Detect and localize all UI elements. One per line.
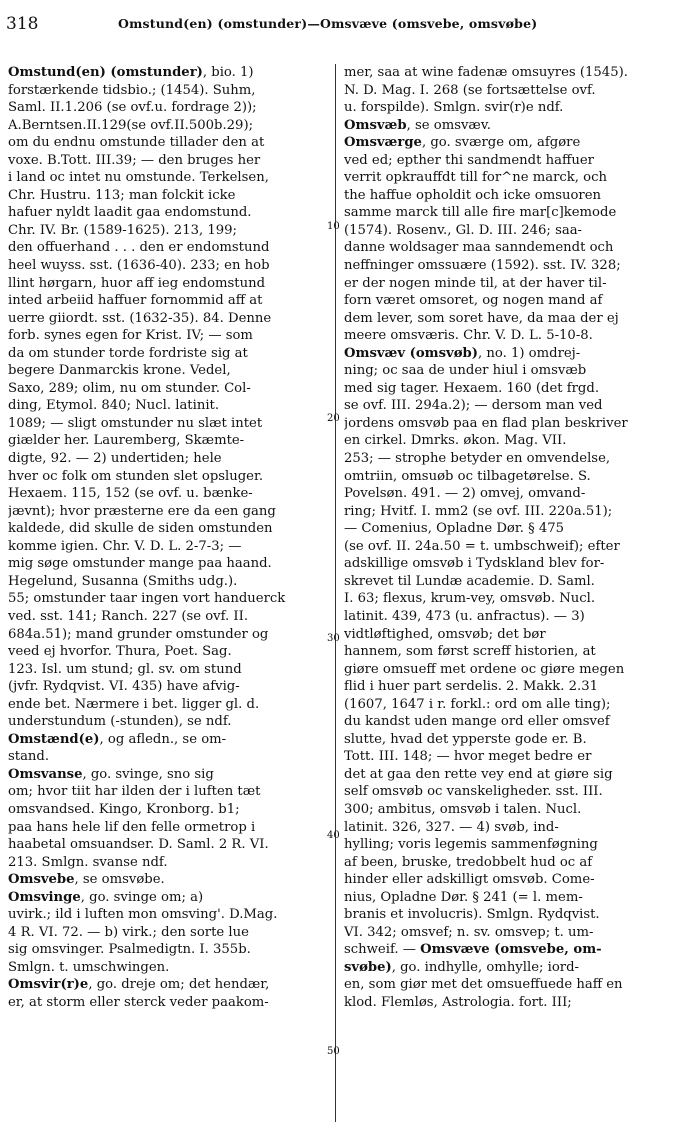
text-line: 123. Isl. um stund; gl. sv. om stund (8, 661, 242, 677)
text-line: nius, Opladne Dør. § 241 (= l. mem- (344, 889, 583, 905)
text-line: Hexaem. 115, 152 (se ovf. u. bænke- (8, 486, 253, 502)
text-line: en cirkel. Dmrks. økon. Mag. VII. (344, 433, 567, 449)
text-line: Omsvæv (omsvøb), no. 1) omdrej- (344, 345, 581, 361)
text-line: vidtløftighed, omsvøb; det bør (344, 626, 546, 642)
text-line: om du endnu omstunde tillader den at (8, 135, 265, 151)
text-line: uvirk.; ild i luften mon omsving'. D.Mag. (8, 907, 278, 923)
text-line: inted arbeiid haffuer fornommid aff at (8, 293, 263, 309)
text-line: forn været omsoret, og nogen mand af (344, 293, 603, 309)
text-line: — Comenius, Opladne Dør. § 475 (344, 521, 565, 537)
text-line: Omstund(en) (omstunder), bio. 1) (8, 65, 254, 80)
text-line: 1089; — sligt omstunder nu slæt intet (8, 415, 263, 431)
text-line: du kandst uden mange ord eller omsvef (344, 714, 610, 730)
text-line: branis et involucris). Smlgn. Rydqvist. (344, 907, 600, 923)
text-line: med sig tager. Hexaem. 160 (det frgd. (344, 380, 600, 396)
text-line: svøbe), go. indhylle, omhylle; iord- (344, 959, 579, 975)
text-line: omtriin, omsuøb oc tilbagetørelse. S. (344, 468, 591, 484)
text-line: giælder her. Lauremberg, Skæmte- (8, 433, 245, 449)
text-line: ring; Hvitf. I. mm2 (se ovf. III. 220a.51); (344, 503, 613, 519)
text-line: danne woldsager maa sanndemendt och (344, 240, 614, 256)
text-line: u. forspilde). Smlgn. svir(r)e ndf. (344, 100, 564, 116)
text-line: (1607, 1647 i r. forkl.: ord om alle ting); (344, 696, 611, 712)
text-line: digte, 92. — 2) undertiden; hele (8, 451, 222, 467)
text-line: Tott. III. 148; — hvor meget bedre er (344, 749, 592, 765)
text-line: skrevet til Lundæ academie. D. Saml. (344, 573, 595, 589)
text-line: forstærkende tidsbio.; (1454). Suhm, (8, 82, 256, 98)
text-line: Omstænd(e), og afledn., se om- (8, 731, 227, 747)
text-line: N. D. Mag. I. 268 (se fortsættelse ovf. (344, 82, 596, 98)
text-line: latinit. 439, 473 (u. anfractus). — 3) (344, 608, 585, 624)
text-line: komme igien. Chr. V. D. L. 2-7-3; — (8, 538, 242, 554)
text-line: ved. sst. 141; Ranch. 227 (se ovf. II. (8, 608, 249, 624)
text-line: en, som giør met det omsueffuede haff en (344, 977, 623, 993)
text-line: schweif. — Omsvæve (omsvebe, om- (344, 942, 602, 958)
text-line: hinder eller adskilligt omsvøb. Come- (344, 872, 595, 888)
text-line: Hegelund, Susanna (Smiths udg.). (8, 573, 238, 589)
line-marker-20: 20 (327, 413, 340, 424)
text-line: adskillige omsvøb i Tydskland blev for- (344, 556, 605, 572)
running-title: Omstund(en) (omstunder)—Omsvæve (omsvebe, omsvøbe) (118, 16, 538, 31)
text-line: den offuerhand . . . den er endomstund (8, 240, 270, 256)
text-line: af been, bruske, tredobbelt hud oc af (344, 854, 593, 870)
text-line: kaldede, did skulle de siden omstunden (8, 521, 273, 537)
line-marker-10: 10 (327, 221, 340, 232)
text-line: omsvandsed. Kingo, Kronborg. b1; (8, 801, 240, 817)
text-line: Omsvir(r)e, go. dreje om; det hendær, (8, 977, 270, 993)
text-line: jævnt); hvor præsterne ere da een gang (8, 503, 276, 519)
text-line: stand. (8, 749, 50, 765)
text-line: ning; oc saa de under hiul i omsvæb (344, 363, 587, 379)
text-line: Omsvebe, se omsvøbe. (8, 872, 165, 888)
text-line: hafuer nyldt laadit gaa endomstund. (8, 205, 252, 221)
text-line: latinit. 326, 327. — 4) svøb, ind- (344, 819, 559, 835)
text-line: Omsvæb, se omsvæv. (344, 117, 491, 133)
text-line: Chr. IV. Br. (1589-1625). 213, 199; (8, 222, 237, 238)
text-line: meere omsværis. Chr. V. D. L. 5-10-8. (344, 328, 593, 344)
text-line: (se ovf. II. 24a.50 = t. umbschweif); efter (344, 538, 620, 554)
text-line: 213. Smlgn. svanse ndf. (8, 854, 168, 870)
text-line: voxe. B.Tott. III.39; — den bruges her (8, 152, 261, 168)
text-line: er der nogen minde til, at der haver til- (344, 275, 607, 291)
text-line: mig søge omstunder mange paa haand. (8, 556, 272, 572)
line-marker-50: 50 (327, 1046, 340, 1057)
text-line: hannem, som først screff historien, at (344, 644, 596, 660)
text-line: det at gaa den rette vey end at giøre sig (344, 766, 613, 782)
text-line: I. 63; flexus, krum-vey, omsvøb. Nucl. (344, 591, 596, 607)
text-line: understundum (-stunden), se ndf. (8, 714, 232, 730)
text-line: om; hvor tiit har ilden der i luften tæt (8, 784, 261, 800)
text-line: forb. synes egen for Krist. IV; — som (8, 328, 253, 344)
text-line: A.Berntsen.II.129(se ovf.II.500b.29); (8, 117, 254, 133)
text-line: jordens omsvøb paa en flad plan beskriver (344, 415, 628, 431)
text-line: flid i huer part serdelis. 2. Makk. 2.31 (344, 679, 599, 695)
text-line: llint hørgarn, huor aff ieg endomstund (8, 275, 266, 291)
page-header (6, 14, 666, 38)
text-line: da om stunder torde fordriste sig at (8, 345, 248, 361)
text-line: Smlgn. t. umschwingen. (8, 959, 170, 975)
text-line: uerre giiordt. sst. (1632-35). 84. Denne (8, 310, 272, 326)
text-line: 300; ambitus, omsvøb i talen. Nucl. (344, 801, 582, 817)
text-line: begere Danmarckis krone. Vedel, (8, 363, 231, 379)
text-line: hylling; voris legemis sammenføgning (344, 837, 598, 853)
text-line: (1574). Rosenv., Gl. D. III. 246; saa- (344, 222, 583, 238)
text-line: se ovf. III. 294a.2); — dersom man ved (344, 398, 603, 414)
right-column (344, 64, 666, 1012)
page-number: 318 (6, 14, 39, 34)
text-line: 684a.51); mand grunder omstunder og (8, 626, 269, 642)
text-line: paa hans hele lif den felle ormetrop i (8, 819, 256, 835)
text-line: VI. 342; omsvef; n. sv. omsvep; t. um- (344, 924, 594, 940)
text-line: mer, saa at wine fadenæ omsuyres (1545). (344, 65, 628, 80)
text-line: 55; omstunder taar ingen vort handuerck (8, 591, 286, 607)
text-line: the haffue opholdit och icke omsuoren (344, 187, 602, 203)
text-line: verrit opkrauffdt till for^ne marck, och (344, 170, 607, 186)
text-line: Chr. Hustru. 113; man folckit icke (8, 187, 236, 203)
text-line: ding, Etymol. 840; Nucl. latinit. (8, 398, 220, 414)
text-line: neffninger omssuære (1592). sst. IV. 328; (344, 258, 621, 274)
text-line: dem lever, som soret have, da maa der ej (344, 310, 619, 326)
text-line: 4 R. VI. 72. — b) virk.; den sorte lue (8, 924, 249, 940)
text-line: Saml. II.1.206 (se ovf.u. fordrage 2)); (8, 100, 257, 116)
text-line: i land oc intet nu omstunde. Terkelsen, (8, 170, 269, 186)
text-line: giøre omsueff met ordene oc giøre megen (344, 661, 625, 677)
text-line: Saxo, 289; olim, nu om stunder. Col- (8, 380, 251, 396)
text-line: (jvfr. Rydqvist. VI. 435) have afvig- (8, 679, 240, 695)
text-line: Omsværge, go. sværge om, afgøre (344, 135, 581, 151)
text-line: haabetal omsuandser. D. Saml. 2 R. VI. (8, 837, 269, 853)
line-marker-40: 40 (327, 830, 340, 841)
text-line: sig omsvinger. Psalmedigtn. I. 355b. (8, 942, 251, 958)
text-line: slutte, hvad det ypperste gode er. B. (344, 731, 587, 747)
text-line: Omsvinge, go. svinge om; a) (8, 889, 204, 905)
text-line: er, at storm eller sterck veder paakom- (8, 994, 269, 1010)
text-line: ved ed; epther thi sandmendt haffuer (344, 152, 594, 168)
text-line: Omsvanse, go. svinge, sno sig (8, 766, 214, 782)
text-line: veed ej hvorfor. Thura, Poet. Sag. (8, 644, 232, 660)
text-line: self omsvøb oc vanskeligheder. sst. III. (344, 784, 603, 800)
text-line: heel wuyss. sst. (1636-40). 233; en hob (8, 258, 270, 274)
line-marker-30: 30 (327, 633, 340, 644)
text-line: samme marck till alle fire mar[c]kemode (344, 205, 617, 221)
left-column (8, 64, 326, 1012)
text-line: hver oc folk om stunden slet opsluger. (8, 468, 264, 484)
text-line: 253; — strophe betyder en omvendelse, (344, 451, 611, 467)
text-line: Povelsøn. 491. — 2) omvej, omvand- (344, 486, 586, 502)
text-line: ende bet. Nærmere i bet. ligger gl. d. (8, 696, 260, 712)
text-line: klod. Flemløs, Astrologia. fort. III; (344, 994, 572, 1010)
